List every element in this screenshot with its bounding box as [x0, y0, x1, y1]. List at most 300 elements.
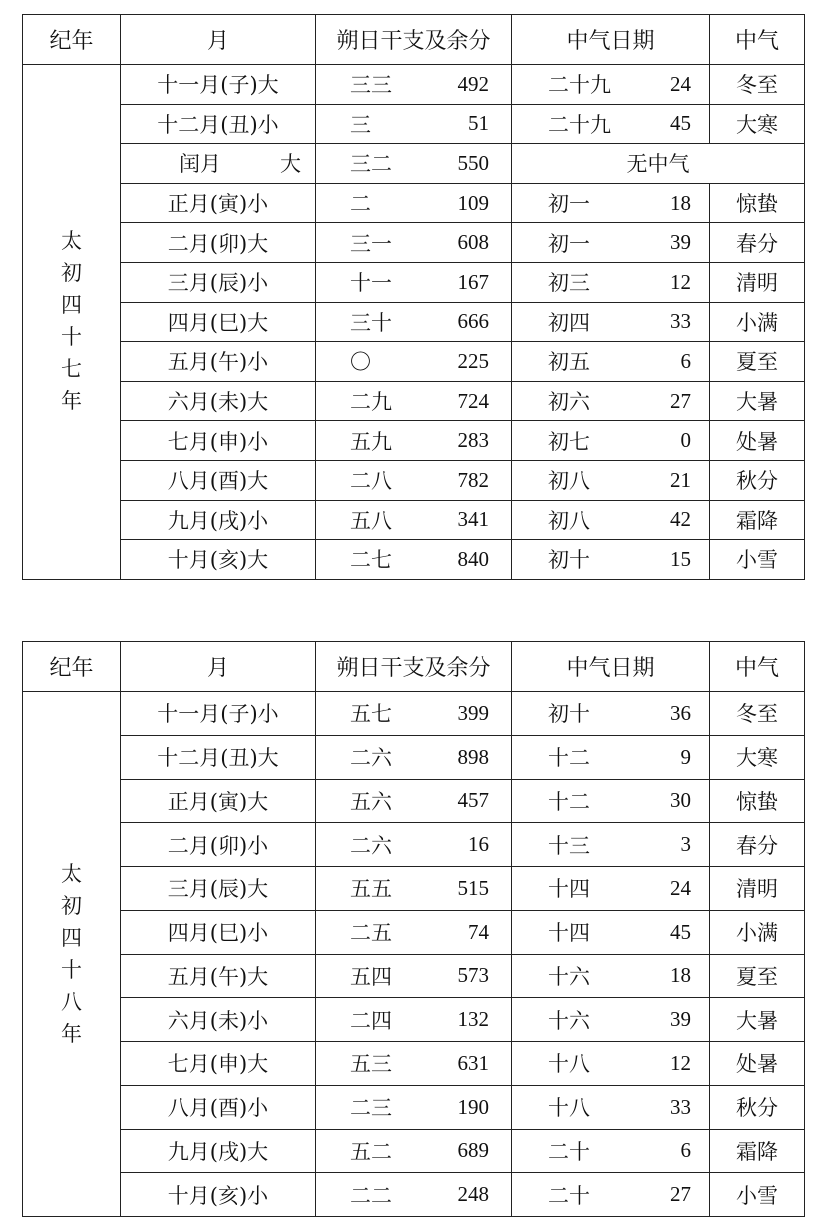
yufen: 666	[457, 309, 489, 334]
zhongqi-date-values	[512, 1180, 709, 1210]
zhongqi-name: 惊蛰	[710, 183, 805, 223]
zhongqi-fen: 39	[670, 1007, 691, 1032]
new-moon-cell	[316, 500, 512, 540]
ganzhi: 三	[350, 112, 371, 137]
new-moon-values	[316, 917, 511, 947]
new-moon-cell	[316, 1173, 512, 1217]
new-moon-values	[316, 544, 511, 574]
ganzhi: 五二	[350, 1139, 392, 1164]
zhongqi-date-cell	[512, 692, 710, 736]
zhongqi-day: 初一	[548, 192, 590, 217]
yufen: 74	[468, 919, 489, 944]
zhongqi-fen: 0	[680, 428, 691, 453]
yufen: 840	[457, 546, 489, 571]
new-moon-values	[316, 346, 511, 376]
era-char: 十	[61, 957, 82, 982]
new-moon-values	[316, 1092, 511, 1122]
ganzhi: 二四	[350, 1008, 392, 1033]
header-zhongqi-date: 中气日期	[512, 15, 710, 65]
zhongqi-name: 秋分	[710, 460, 805, 500]
new-moon-values	[316, 961, 511, 991]
month-cell: 十一月(子)小	[121, 692, 316, 736]
yufen: 51	[468, 111, 489, 136]
zhongqi-fen: 39	[670, 230, 691, 255]
zhongqi-name: 冬至	[710, 65, 805, 105]
zhongqi-name: 夏至	[710, 342, 805, 382]
month-row	[23, 223, 805, 263]
new-moon-values	[316, 1180, 511, 1210]
calendar-table-body	[23, 642, 805, 1217]
new-moon-cell	[316, 421, 512, 461]
zhongqi-fen: 18	[670, 190, 691, 215]
month-row	[23, 262, 805, 302]
new-moon-values	[316, 148, 511, 178]
zhongqi-name: 惊蛰	[710, 779, 805, 823]
month-cell: 七月(申)大	[121, 1042, 316, 1086]
zhongqi-date-cell	[512, 104, 710, 144]
zhongqi-day: 十四	[548, 877, 590, 902]
zhongqi-name: 清明	[710, 262, 805, 302]
yufen: 399	[457, 700, 489, 725]
zhongqi-fen: 30	[670, 788, 691, 813]
zhongqi-fen: 3	[680, 832, 691, 857]
zhongqi-date-cell	[512, 460, 710, 500]
zhongqi-fen: 6	[680, 348, 691, 373]
new-moon-values	[316, 307, 511, 337]
era-char: 四	[61, 925, 82, 950]
era-char: 太	[61, 861, 82, 886]
yufen: 515	[457, 875, 489, 900]
era-char: 十	[61, 325, 82, 350]
zhongqi-name: 处暑	[710, 421, 805, 461]
era-char: 太	[61, 229, 82, 254]
ganzhi: 二八	[350, 469, 392, 494]
calendar-table-taichu-48	[22, 641, 805, 1217]
yufen: 724	[457, 388, 489, 413]
new-moon-cell	[316, 779, 512, 823]
header-month: 月	[121, 642, 316, 692]
new-moon-cell	[316, 910, 512, 954]
zhongqi-fen: 12	[670, 1050, 691, 1075]
new-moon-values	[316, 386, 511, 416]
ganzhi: 三一	[350, 231, 392, 256]
yufen: 492	[457, 71, 489, 96]
yufen: 573	[457, 963, 489, 988]
zhongqi-date-values	[512, 961, 709, 991]
zhongqi-date-values	[512, 228, 709, 258]
header-zhongqi: 中气	[710, 642, 805, 692]
month-cell: 十二月(丑)大	[121, 735, 316, 779]
month-row	[23, 867, 805, 911]
yufen: 550	[457, 150, 489, 175]
zhongqi-date-values	[512, 188, 709, 218]
leap-month-size: 大	[280, 152, 301, 177]
zhongqi-date-cell	[512, 910, 710, 954]
zhongqi-day: 初一	[548, 231, 590, 256]
era-char: 七	[61, 357, 82, 382]
ganzhi: 三三	[350, 73, 392, 98]
ganzhi: 五七	[350, 702, 392, 727]
zhongqi-name: 大暑	[710, 381, 805, 421]
zhongqi-date-values	[512, 1005, 709, 1035]
zhongqi-fen: 12	[670, 269, 691, 294]
month-cell: 十月(亥)大	[121, 540, 316, 580]
month-row	[23, 302, 805, 342]
month-row	[23, 779, 805, 823]
era-cell	[23, 692, 121, 1217]
zhongqi-date-cell	[512, 302, 710, 342]
zhongqi-date-cell	[512, 381, 710, 421]
calendar-table-body	[23, 15, 805, 580]
zhongqi-date-values	[512, 873, 709, 903]
yufen: 608	[457, 230, 489, 255]
month-cell: 三月(辰)小	[121, 262, 316, 302]
month-cell: 十月(亥)小	[121, 1173, 316, 1217]
new-moon-cell	[316, 302, 512, 342]
new-moon-cell	[316, 1129, 512, 1173]
month-row	[23, 954, 805, 998]
month-cell: 九月(戌)大	[121, 1129, 316, 1173]
new-moon-cell	[316, 692, 512, 736]
zhongqi-day: 十二	[548, 746, 590, 771]
zhongqi-name: 处暑	[710, 1042, 805, 1086]
zhongqi-fen: 21	[670, 467, 691, 492]
zhongqi-fen: 27	[670, 1182, 691, 1207]
zhongqi-date-values	[512, 742, 709, 772]
month-row	[23, 1042, 805, 1086]
new-moon-cell	[316, 540, 512, 580]
ganzhi: 二	[350, 192, 371, 217]
ganzhi: 〇	[350, 350, 371, 375]
zhongqi-date-values	[512, 544, 709, 574]
zhongqi-day: 十二	[548, 789, 590, 814]
era-cell	[23, 65, 121, 580]
zhongqi-date-values	[512, 1092, 709, 1122]
month-row	[23, 735, 805, 779]
month-row	[23, 910, 805, 954]
zhongqi-date-values	[512, 69, 709, 99]
yufen: 898	[457, 744, 489, 769]
ganzhi: 二三	[350, 1096, 392, 1121]
month-cell: 六月(未)大	[121, 381, 316, 421]
month-row	[23, 381, 805, 421]
new-moon-cell	[316, 223, 512, 263]
month-row	[23, 998, 805, 1042]
zhongqi-date-values	[512, 698, 709, 728]
zhongqi-name: 大寒	[710, 735, 805, 779]
new-moon-values	[316, 109, 511, 139]
zhongqi-date-cell	[512, 779, 710, 823]
zhongqi-date-values	[512, 267, 709, 297]
month-cell: 七月(申)小	[121, 421, 316, 461]
zhongqi-fen: 42	[670, 507, 691, 532]
yufen: 225	[457, 348, 489, 373]
no-zhongqi-note: 无中气	[512, 144, 805, 184]
zhongqi-name: 小满	[710, 302, 805, 342]
header-month: 月	[121, 15, 316, 65]
month-cell: 三月(辰)大	[121, 867, 316, 911]
new-moon-values	[316, 69, 511, 99]
new-moon-cell	[316, 954, 512, 998]
month-cell: 九月(戌)小	[121, 500, 316, 540]
zhongqi-fen: 45	[670, 919, 691, 944]
zhongqi-date-cell	[512, 867, 710, 911]
zhongqi-fen: 15	[670, 546, 691, 571]
yufen: 190	[457, 1094, 489, 1119]
new-moon-cell	[316, 460, 512, 500]
zhongqi-name: 小雪	[710, 1173, 805, 1217]
zhongqi-date-values	[512, 386, 709, 416]
month-row	[23, 342, 805, 382]
zhongqi-fen: 24	[670, 71, 691, 96]
ganzhi: 二九	[350, 390, 392, 415]
zhongqi-day: 初八	[548, 469, 590, 494]
zhongqi-date-cell	[512, 342, 710, 382]
zhongqi-day: 十三	[548, 833, 590, 858]
ganzhi: 十一	[350, 271, 392, 296]
zhongqi-day: 初五	[548, 350, 590, 375]
yufen: 631	[457, 1050, 489, 1075]
zhongqi-date-cell	[512, 1129, 710, 1173]
zhongqi-date-cell	[512, 65, 710, 105]
ganzhi: 五四	[350, 964, 392, 989]
ganzhi: 五三	[350, 1052, 392, 1077]
new-moon-cell	[316, 998, 512, 1042]
zhongqi-date-values	[512, 465, 709, 495]
zhongqi-date-cell	[512, 500, 710, 540]
zhongqi-day: 初六	[548, 390, 590, 415]
zhongqi-name: 春分	[710, 823, 805, 867]
yufen: 167	[457, 269, 489, 294]
month-row	[23, 1085, 805, 1129]
zhongqi-fen: 33	[670, 309, 691, 334]
zhongqi-date-values	[512, 426, 709, 456]
header-new-moon: 朔日干支及余分	[316, 642, 512, 692]
ganzhi: 五九	[350, 429, 392, 454]
month-cell: 十一月(子)大	[121, 65, 316, 105]
month-row	[23, 421, 805, 461]
era-char: 初	[61, 893, 82, 918]
month-cell: 五月(午)大	[121, 954, 316, 998]
ganzhi: 二六	[350, 833, 392, 858]
yufen: 689	[457, 1138, 489, 1163]
month-row	[23, 500, 805, 540]
zhongqi-date-values	[512, 1136, 709, 1166]
new-moon-cell	[316, 381, 512, 421]
zhongqi-date-cell	[512, 262, 710, 302]
new-moon-values	[316, 267, 511, 297]
month-row	[23, 1173, 805, 1217]
zhongqi-day: 十六	[548, 964, 590, 989]
zhongqi-date-values	[512, 917, 709, 947]
zhongqi-day: 十四	[548, 921, 590, 946]
zhongqi-date-cell	[512, 223, 710, 263]
header-zhongqi-date: 中气日期	[512, 642, 710, 692]
month-cell: 正月(寅)大	[121, 779, 316, 823]
era-char: 年	[61, 1021, 82, 1046]
header-row	[23, 15, 805, 65]
zhongqi-date-values	[512, 1048, 709, 1078]
month-cell: 正月(寅)小	[121, 183, 316, 223]
month-cell	[121, 144, 316, 184]
ganzhi: 三十	[350, 310, 392, 335]
yufen: 109	[457, 190, 489, 215]
month-cell: 八月(酉)小	[121, 1085, 316, 1129]
new-moon-values	[316, 1136, 511, 1166]
yufen: 283	[457, 428, 489, 453]
zhongqi-date-values	[512, 307, 709, 337]
month-row	[23, 1129, 805, 1173]
zhongqi-day: 初十	[548, 702, 590, 727]
zhongqi-name: 大寒	[710, 104, 805, 144]
zhongqi-fen: 9	[680, 744, 691, 769]
new-moon-values	[316, 228, 511, 258]
new-moon-cell	[316, 144, 512, 184]
zhongqi-name: 秋分	[710, 1085, 805, 1129]
header-zhongqi: 中气	[710, 15, 805, 65]
calendar-table-taichu-47	[22, 14, 805, 580]
zhongqi-fen: 33	[670, 1094, 691, 1119]
yufen: 782	[457, 467, 489, 492]
zhongqi-day: 十八	[548, 1052, 590, 1077]
zhongqi-date-values	[512, 109, 709, 139]
zhongqi-name: 冬至	[710, 692, 805, 736]
new-moon-values	[316, 426, 511, 456]
zhongqi-day: 二十九	[548, 73, 611, 98]
zhongqi-day: 初七	[548, 429, 590, 454]
zhongqi-date-cell	[512, 1173, 710, 1217]
era-char: 四	[61, 293, 82, 318]
zhongqi-fen: 45	[670, 111, 691, 136]
yufen: 248	[457, 1182, 489, 1207]
new-moon-cell	[316, 1085, 512, 1129]
zhongqi-fen: 24	[670, 875, 691, 900]
yufen: 132	[457, 1007, 489, 1032]
yufen: 457	[457, 788, 489, 813]
month-cell: 十二月(丑)小	[121, 104, 316, 144]
zhongqi-day: 十六	[548, 1008, 590, 1033]
new-moon-cell	[316, 867, 512, 911]
month-cell: 四月(巳)小	[121, 910, 316, 954]
leap-month-label: 闰月	[179, 152, 221, 177]
new-moon-cell	[316, 342, 512, 382]
zhongqi-date-cell	[512, 954, 710, 998]
zhongqi-date-cell	[512, 1085, 710, 1129]
zhongqi-day: 十八	[548, 1096, 590, 1121]
era-char: 初	[61, 261, 82, 286]
zhongqi-date-cell	[512, 823, 710, 867]
new-moon-values	[316, 1048, 511, 1078]
zhongqi-fen: 36	[670, 700, 691, 725]
zhongqi-name: 霜降	[710, 500, 805, 540]
zhongqi-date-cell	[512, 735, 710, 779]
new-moon-values	[316, 742, 511, 772]
new-moon-cell	[316, 823, 512, 867]
ganzhi: 五五	[350, 877, 392, 902]
leap-month	[121, 148, 315, 178]
month-cell: 二月(卯)小	[121, 823, 316, 867]
month-row	[23, 460, 805, 500]
zhongqi-name: 小雪	[710, 540, 805, 580]
header-new-moon: 朔日干支及余分	[316, 15, 512, 65]
zhongqi-name: 小满	[710, 910, 805, 954]
zhongqi-fen: 6	[680, 1138, 691, 1163]
new-moon-cell	[316, 735, 512, 779]
zhongqi-date-values	[512, 786, 709, 816]
era-char: 八	[61, 989, 82, 1014]
new-moon-values	[316, 505, 511, 535]
month-cell: 二月(卯)大	[121, 223, 316, 263]
zhongqi-name: 清明	[710, 867, 805, 911]
zhongqi-name: 霜降	[710, 1129, 805, 1173]
zhongqi-day: 二十	[548, 1139, 590, 1164]
ganzhi: 二二	[350, 1183, 392, 1208]
month-row	[23, 540, 805, 580]
zhongqi-name: 夏至	[710, 954, 805, 998]
zhongqi-name: 春分	[710, 223, 805, 263]
zhongqi-day: 初八	[548, 508, 590, 533]
new-moon-values	[316, 698, 511, 728]
new-moon-values	[316, 873, 511, 903]
month-cell: 八月(酉)大	[121, 460, 316, 500]
yufen: 341	[457, 507, 489, 532]
new-moon-cell	[316, 1042, 512, 1086]
month-row	[23, 183, 805, 223]
month-cell: 六月(未)小	[121, 998, 316, 1042]
new-moon-values	[316, 1005, 511, 1035]
header-era: 纪年	[23, 15, 121, 65]
new-moon-cell	[316, 262, 512, 302]
leap-month-row	[23, 144, 805, 184]
new-moon-cell	[316, 65, 512, 105]
ganzhi: 二五	[350, 921, 392, 946]
month-row	[23, 692, 805, 736]
era-char: 年	[61, 389, 82, 414]
month-row	[23, 823, 805, 867]
zhongqi-day: 初十	[548, 548, 590, 573]
zhongqi-date-values	[512, 830, 709, 860]
yufen: 16	[468, 832, 489, 857]
zhongqi-name: 大暑	[710, 998, 805, 1042]
new-moon-values	[316, 188, 511, 218]
zhongqi-day: 初四	[548, 310, 590, 335]
zhongqi-date-cell	[512, 998, 710, 1042]
zhongqi-day: 二十九	[548, 112, 611, 137]
new-moon-cell	[316, 183, 512, 223]
zhongqi-day: 二十	[548, 1183, 590, 1208]
zhongqi-day: 初三	[548, 271, 590, 296]
zhongqi-date-values	[512, 346, 709, 376]
zhongqi-fen: 27	[670, 388, 691, 413]
month-cell: 五月(午)小	[121, 342, 316, 382]
zhongqi-date-cell	[512, 1042, 710, 1086]
ganzhi: 二六	[350, 746, 392, 771]
zhongqi-date-cell	[512, 183, 710, 223]
zhongqi-date-values	[512, 505, 709, 535]
header-era: 纪年	[23, 642, 121, 692]
ganzhi: 五八	[350, 508, 392, 533]
ganzhi: 三二	[350, 152, 392, 177]
month-cell: 四月(巳)大	[121, 302, 316, 342]
zhongqi-date-cell	[512, 421, 710, 461]
month-row	[23, 104, 805, 144]
new-moon-values	[316, 830, 511, 860]
new-moon-cell	[316, 104, 512, 144]
new-moon-values	[316, 786, 511, 816]
zhongqi-date-cell	[512, 540, 710, 580]
ganzhi: 二七	[350, 548, 392, 573]
month-row	[23, 65, 805, 105]
